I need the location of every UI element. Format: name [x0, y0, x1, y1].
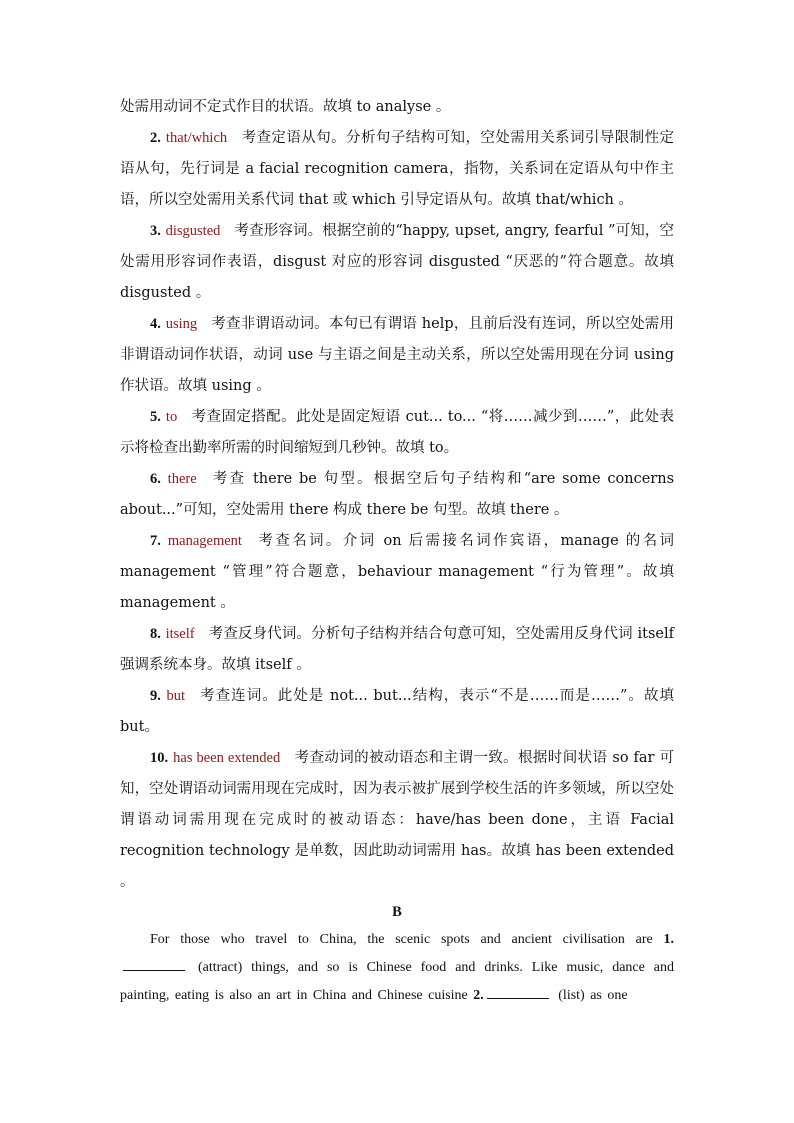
cloze-passage [120, 926, 674, 1010]
item-answer: disgusted [165, 223, 221, 239]
item-answer: to [165, 409, 178, 425]
item-explanation: 考查反身代词。分析句子结构并结合句意可知，空处需用反身代词 itself 强调系统本身。故填 itself 。 [120, 626, 674, 673]
explanation-item [120, 402, 674, 464]
item-explanation: 考查非谓语动词。本句已有谓语 help，且前后没有连词，所以空处需用非谓语动词作状语，动词 use 与主语之间是主动关系，所以空处需用现在分词 using 作状语。故填 using 。 [120, 316, 675, 394]
blank-line-1[interactable] [123, 958, 185, 971]
blank-line-2[interactable] [487, 986, 549, 999]
item-explanation: 考查 there be 句型。根据空后句子结构和“are some concerns about...”可知，空处需用 there 构成 there be 句型。故填 there 。 [120, 471, 675, 518]
blank-number-2: 2. [473, 988, 484, 1003]
item-number: 8. [150, 626, 161, 642]
item-explanation: 考查动词的被动语态和主谓一致。根据时间状语 so far 可知，空处谓语动词需用现在完成时，因为表示被扩展到学校生活的许多领域，所以空处谓语动词需用现在完成时的被动语态：have/has been done，主语 Facial recognition technology 是单数，因此助动词需用 has。故填 has been extended 。 [120, 750, 674, 890]
document-page [120, 92, 674, 1010]
item-explanation: 考查名词。介词 on 后需接名词作宾语，manage 的名词 management “管理”符合题意，behaviour management “行为管理”。故填 management 。 [120, 533, 675, 611]
item-number: 7. [150, 533, 161, 549]
section-title: B [392, 904, 402, 920]
blank-number-1: 1. [663, 932, 674, 947]
explanation-item [120, 216, 674, 309]
explanation-item [120, 619, 674, 681]
intro-line: 处需用动词不定式作目的状语。故填 to analyse 。 [120, 99, 451, 115]
item-explanation: 考查固定搭配。此处是固定短语 cut... to... “将……减少到……”，此处表示将检查出勤率所需的时间缩短到几秒钟。故填 to。 [120, 409, 675, 456]
item-explanation: 考查形容词。根据空前的“happy, upset, angry, fearful ”可知，空处需用形容词作表语，disgust 对应的形容词 disgusted “厌恶的”符合题意。故填 disgusted 。 [120, 223, 675, 301]
item-number: 9. [150, 688, 161, 704]
explanation-item [120, 526, 674, 619]
item-explanation: 考查定语从句。分析句子结构可知，空处需用关系词引导限制性定语从句，先行词是 a facial recognition camera，指物，关系词在定语从句中作主语，所以空处需用关系代词 that 或 which 引导定语从句。故填 that/which 。 [120, 130, 675, 208]
item-number: 3. [150, 223, 161, 239]
item-number: 4. [150, 316, 161, 332]
explanation-item [120, 123, 674, 216]
passage-text-2: (attract) things, and so is Chinese food and drinks. Like music, dance and painting, eating is also an art in China and Chinese cuisine [120, 960, 674, 1003]
explanation-item [120, 681, 674, 743]
item-number: 5. [150, 409, 161, 425]
item-answer: using [165, 316, 198, 332]
item-answer: but [166, 688, 186, 704]
item-answer: itself [165, 626, 195, 642]
passage-text-3: (list) as one [558, 988, 628, 1003]
explanation-item [120, 309, 674, 402]
answer-explanations [120, 123, 674, 898]
item-answer: has been extended [173, 750, 281, 766]
explanation-item [120, 743, 674, 898]
item-answer: that/which [165, 130, 228, 146]
item-answer: there [167, 471, 197, 487]
item-answer: management [167, 533, 242, 549]
item-number: 10. [150, 750, 169, 766]
item-number: 6. [150, 471, 161, 487]
item-explanation: 考查连词。此处是 not... but...结构，表示“不是……而是……”。故填 but。 [120, 688, 675, 735]
item-number: 2. [150, 130, 161, 146]
passage-text-1: For those who travel to China, the scenic spots and ancient civilisation are [150, 932, 653, 947]
explanation-item [120, 464, 674, 526]
